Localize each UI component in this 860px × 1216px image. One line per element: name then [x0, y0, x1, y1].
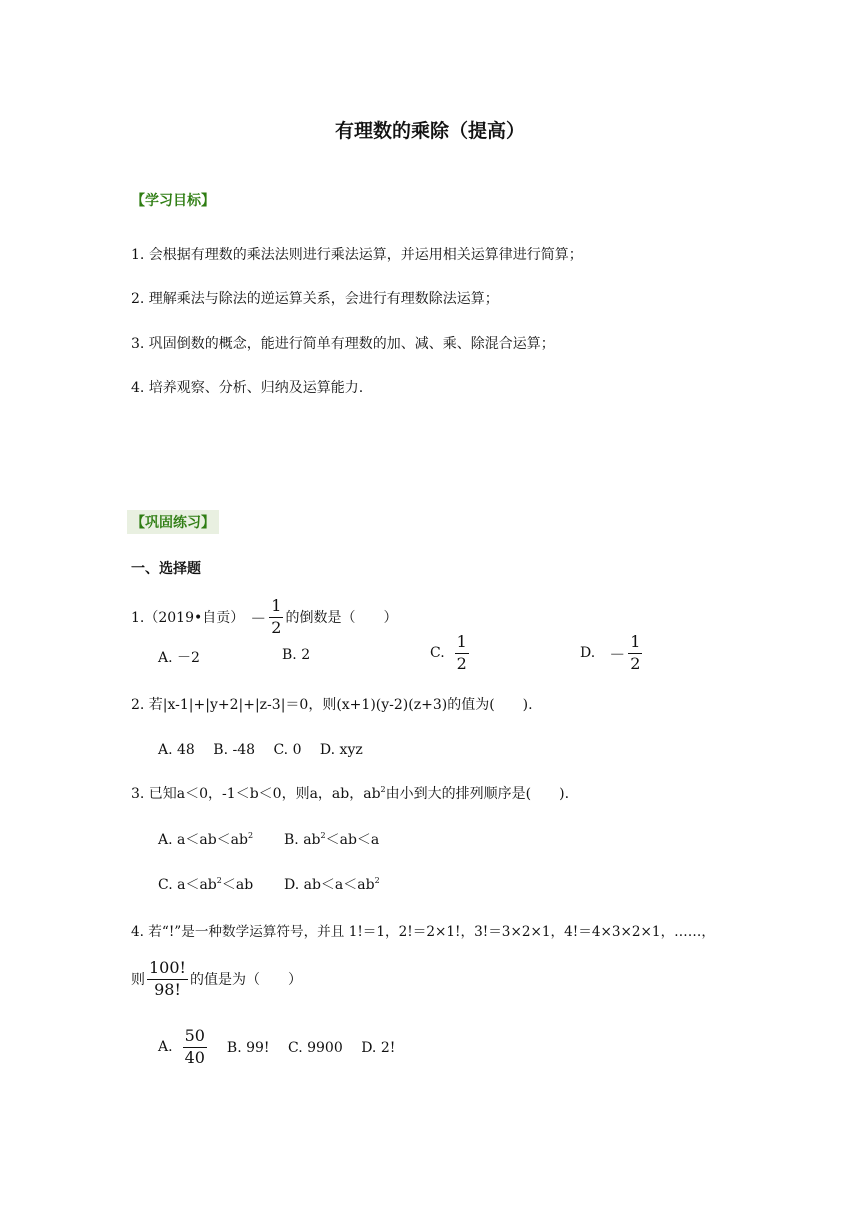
q3-option-a-text: A. a＜ab＜ab [158, 832, 248, 848]
question-3 [131, 783, 569, 803]
goal-item-3: 3. 巩固倒数的概念，能进行简单有理数的加、减、乘、除混合运算； [131, 336, 555, 352]
page-title: 有理数的乘除（提高） [334, 120, 525, 142]
q2-options: A. 48 B. -48 C. 0 D. xyz [158, 742, 363, 758]
q1-option-d-label: D. [580, 645, 596, 662]
q4-den: 98! [147, 979, 188, 999]
goal-item-1: 1. 会根据有理数的乘法法则进行乘法运算，并运用相关运算律进行简算； [131, 247, 583, 263]
q1-option-c-den: 2 [456, 653, 467, 673]
question-1 [131, 598, 397, 637]
q3-option-d-text: D. ab＜a＜ab [284, 877, 375, 893]
q4-option-a-den: 40 [184, 1047, 205, 1067]
q4-option-a-num: 50 [184, 1026, 205, 1045]
q3-option-a [158, 829, 253, 849]
q3-option-c-text-b: ＜ab [221, 877, 254, 893]
q3-option-b-text-a: B. ab [284, 832, 321, 848]
q3-sup: 2 [380, 785, 386, 794]
q1-option-b: B. 2 [282, 647, 311, 663]
q1-option-c-label: C. [430, 645, 445, 662]
section-heading: 一、选择题 [131, 561, 201, 577]
q4-prefix: 则 [131, 972, 145, 989]
q3-option-a-sup: 2 [247, 831, 254, 840]
q3-option-d-sup: 2 [374, 876, 380, 885]
q3-option-c-sup: 2 [216, 876, 222, 885]
question-2: 2. 若|x-1|+|y+2|+|z-3|＝0，则(x+1)(y-2)(z+3)的值为( ). [131, 697, 533, 713]
q1-den: 2 [271, 617, 282, 637]
q3-option-c [158, 874, 253, 894]
q4-suffix: 的值是为（ ） [189, 972, 302, 989]
q1-sign: － [250, 608, 267, 628]
question-4: 4. 若“!”是一种数学运算符号，并且 1!＝1，2!＝2×1!，3!＝3×2×1，4!＝4×3×2×1，……， [131, 924, 715, 940]
q1-option-d-sign: － [609, 644, 626, 664]
q1-option-d [580, 634, 644, 673]
q4-option-a-label: A. [158, 1039, 173, 1056]
goal-item-4: 4. 培养观察、分析、归纳及运算能力. [131, 380, 364, 396]
goals-tag: 【学习目标】 [131, 193, 215, 209]
q1-prefix: 1.（2019•自贡） [131, 610, 245, 627]
q1-num: 1 [271, 596, 282, 615]
q4-options [158, 1028, 395, 1067]
q3-option-b-sup: 2 [320, 831, 326, 840]
goal-item-2: 2. 理解乘法与除法的逆运算关系，会进行有理数除法运算； [131, 291, 499, 307]
q3-option-c-text-a: C. a＜ab [158, 877, 217, 893]
q1-fraction [250, 598, 285, 637]
q1-option-c-num: 1 [456, 632, 467, 651]
q4-rest-options: B. 99! C. 9900 D. 2! [226, 1040, 396, 1057]
q3-text-b: 由小到大的排列顺序是( ). [385, 786, 570, 802]
q3-option-b-text-b: ＜ab＜a [325, 832, 380, 848]
q1-option-c [430, 634, 471, 673]
q4-num: 100! [149, 958, 186, 977]
q3-option-d [284, 874, 380, 894]
q1-option-d-den: 2 [630, 653, 641, 673]
q1-option-a: A. －2 [158, 650, 200, 666]
q3-text-a: 3. 已知a＜0，-1＜b＜0，则a，ab，ab [131, 786, 381, 802]
q1-suffix: 的倒数是（ ） [285, 610, 398, 627]
q1-option-d-num: 1 [630, 632, 641, 651]
q3-option-b [284, 829, 379, 849]
practice-tag: 【巩固练习】 [127, 510, 219, 534]
q4-line-2 [131, 960, 302, 999]
